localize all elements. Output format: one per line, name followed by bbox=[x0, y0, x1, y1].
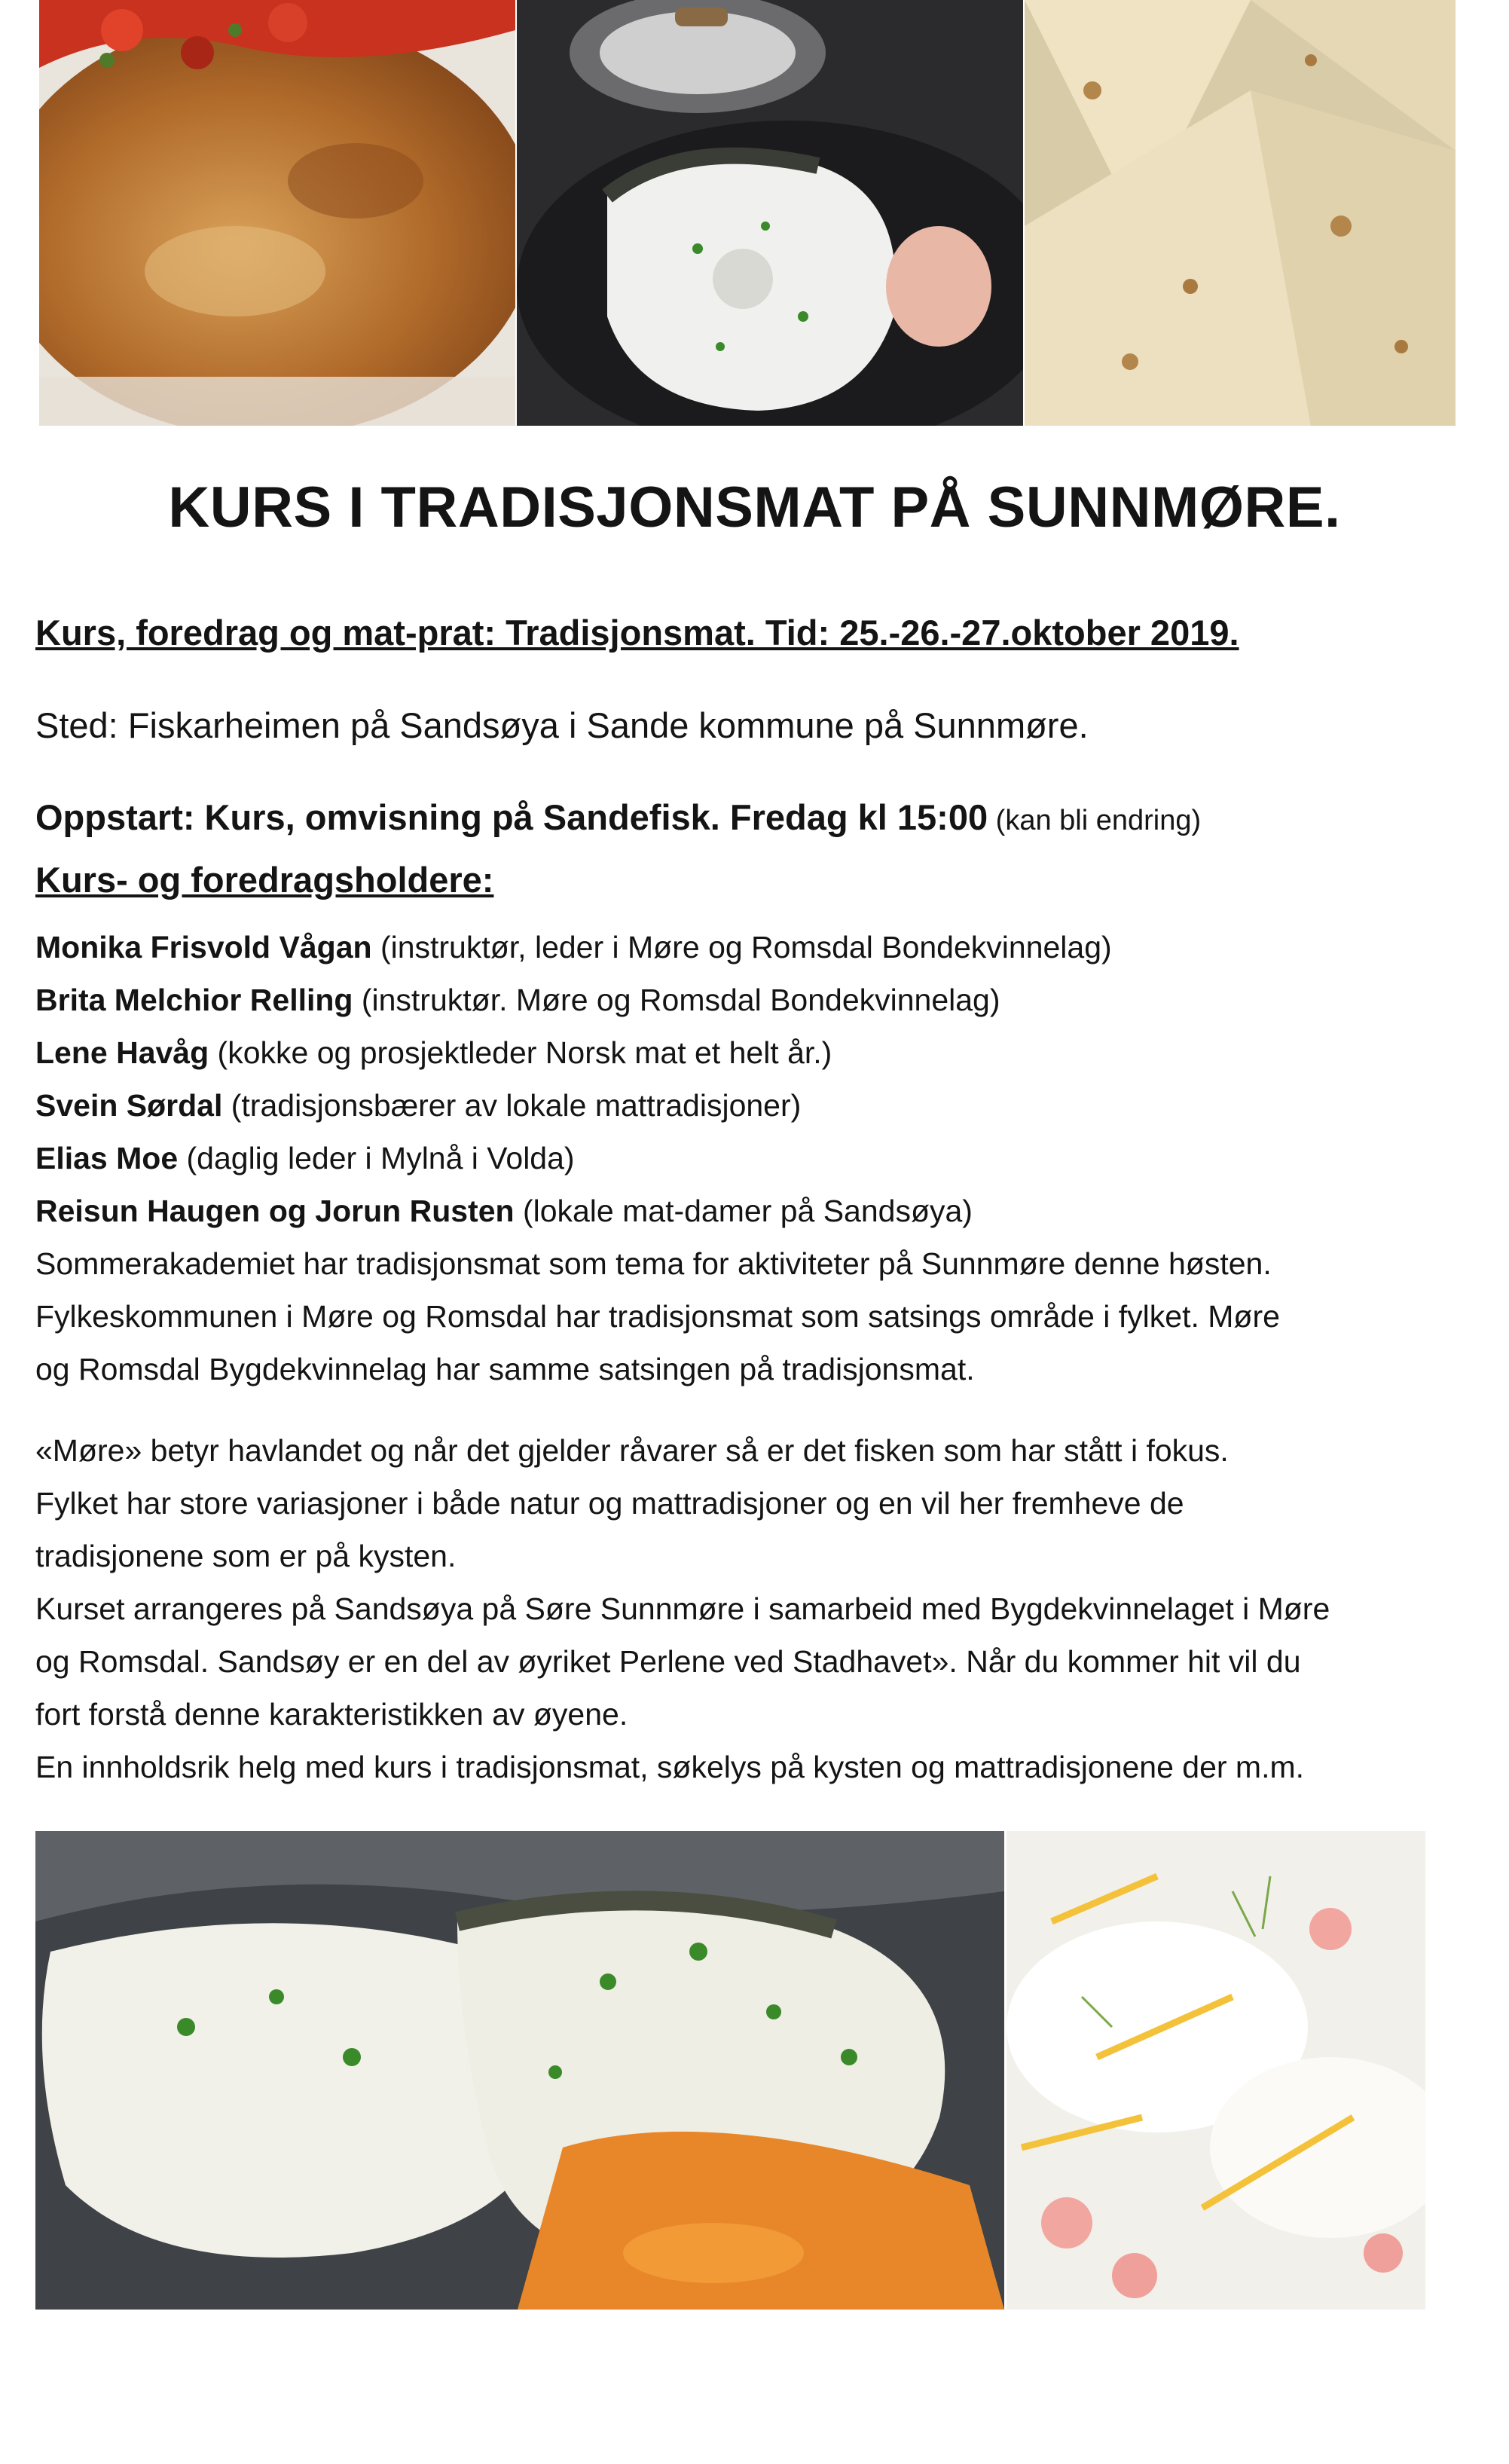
hosts-heading: Kurs- og foredragsholdere: bbox=[35, 860, 494, 900]
host-role: (kokke og prosjektleder Norsk mat et helt år.) bbox=[209, 1035, 832, 1070]
paragraph-line: «Møre» betyr havlandet og når det gjelder råvarer så er det fisken som har stått i fokus. bbox=[35, 1433, 1229, 1468]
paragraph-line: Sommerakademiet har tradisjonsmat som tema for aktiviteter på Sunnmøre denne høsten. bbox=[35, 1246, 1272, 1281]
start-note: (kan bli endring) bbox=[988, 805, 1202, 836]
start-text: Oppstart: Kurs, omvisning på Sandefisk. Fredag kl 15:00 bbox=[35, 797, 988, 837]
hosts-list bbox=[35, 921, 1479, 1237]
host-name: Brita Melchior Relling bbox=[35, 983, 353, 1017]
flatbread-photo bbox=[1025, 0, 1456, 426]
host-role: (lokale mat-damer på Sandsøya) bbox=[514, 1194, 973, 1228]
paragraph-more bbox=[35, 1424, 1479, 1582]
host-role: (daglig leder i Mylnå i Volda) bbox=[178, 1141, 575, 1175]
shrimp-fish-photo bbox=[1007, 1831, 1425, 2310]
host-item bbox=[35, 921, 1479, 974]
host-item bbox=[35, 1132, 1479, 1185]
host-name: Lene Havåg bbox=[35, 1035, 209, 1070]
host-item bbox=[35, 1026, 1479, 1079]
host-name: Svein Sørdal bbox=[35, 1088, 223, 1123]
page-title: KURS I TRADISJONSMAT PÅ SUNNMØRE. bbox=[168, 475, 1341, 540]
host-item bbox=[35, 974, 1479, 1026]
paragraph-intro bbox=[35, 1237, 1479, 1396]
paragraph-line: og Romsdal. Sandsøy er en del av øyriket Perlene ved Stadhavet». Når du kommer hit vil du bbox=[35, 1644, 1301, 1679]
host-item bbox=[35, 1079, 1479, 1132]
paragraph-line: En innholdsrik helg med kurs i tradisjonsmat, søkelys på kysten og mattradisjonene der m.m. bbox=[35, 1750, 1305, 1784]
paragraph-line: og Romsdal Bygdekvinnelag har samme satsingen på tradisjonsmat. bbox=[35, 1352, 975, 1386]
paragraph-line: Fylkeskommunen i Møre og Romsdal har tradisjonsmat som satsings område i fylket. Møre bbox=[35, 1299, 1280, 1334]
paragraph-line: Fylket har store variasjoner i både natur og mattradisjoner og en vil her fremheve de bbox=[35, 1486, 1184, 1521]
course-subtitle: Kurs, foredrag og mat-prat: Tradisjonsmat. Tid: 25.-26.-27.oktober 2019. bbox=[35, 613, 1239, 653]
host-role: (tradisjonsbærer av lokale mattradisjoner) bbox=[222, 1088, 802, 1123]
paragraph-line: tradisjonene som er på kysten. bbox=[35, 1539, 457, 1573]
fish-cake-photo bbox=[39, 0, 515, 426]
paragraph-line: Kurset arrangeres på Sandsøya på Søre Sunnmøre i samarbeid med Bygdekvinnelaget i Møre bbox=[35, 1591, 1330, 1626]
host-name: Elias Moe bbox=[35, 1141, 179, 1175]
start-line bbox=[35, 796, 1479, 838]
paragraph-closing bbox=[35, 1741, 1479, 1793]
paragraph-venue bbox=[35, 1582, 1479, 1741]
host-name: Monika Frisvold Vågan bbox=[35, 930, 372, 965]
host-role: (instruktør. Møre og Romsdal Bondekvinnelag) bbox=[353, 983, 1000, 1017]
venue-line: Sted: Fiskarheimen på Sandsøya i Sande kommune på Sunnmøre. bbox=[35, 705, 1089, 745]
paragraph-line: fort forstå denne karakteristikken av øyene. bbox=[35, 1697, 628, 1732]
host-role: (instruktør, leder i Møre og Romsdal Bondekvinnelag) bbox=[371, 930, 1112, 965]
host-item bbox=[35, 1185, 1479, 1237]
cod-plate-photo bbox=[517, 0, 1023, 426]
baked-cod-photo bbox=[35, 1831, 1004, 2310]
host-name: Reisun Haugen og Jorun Rusten bbox=[35, 1194, 515, 1228]
